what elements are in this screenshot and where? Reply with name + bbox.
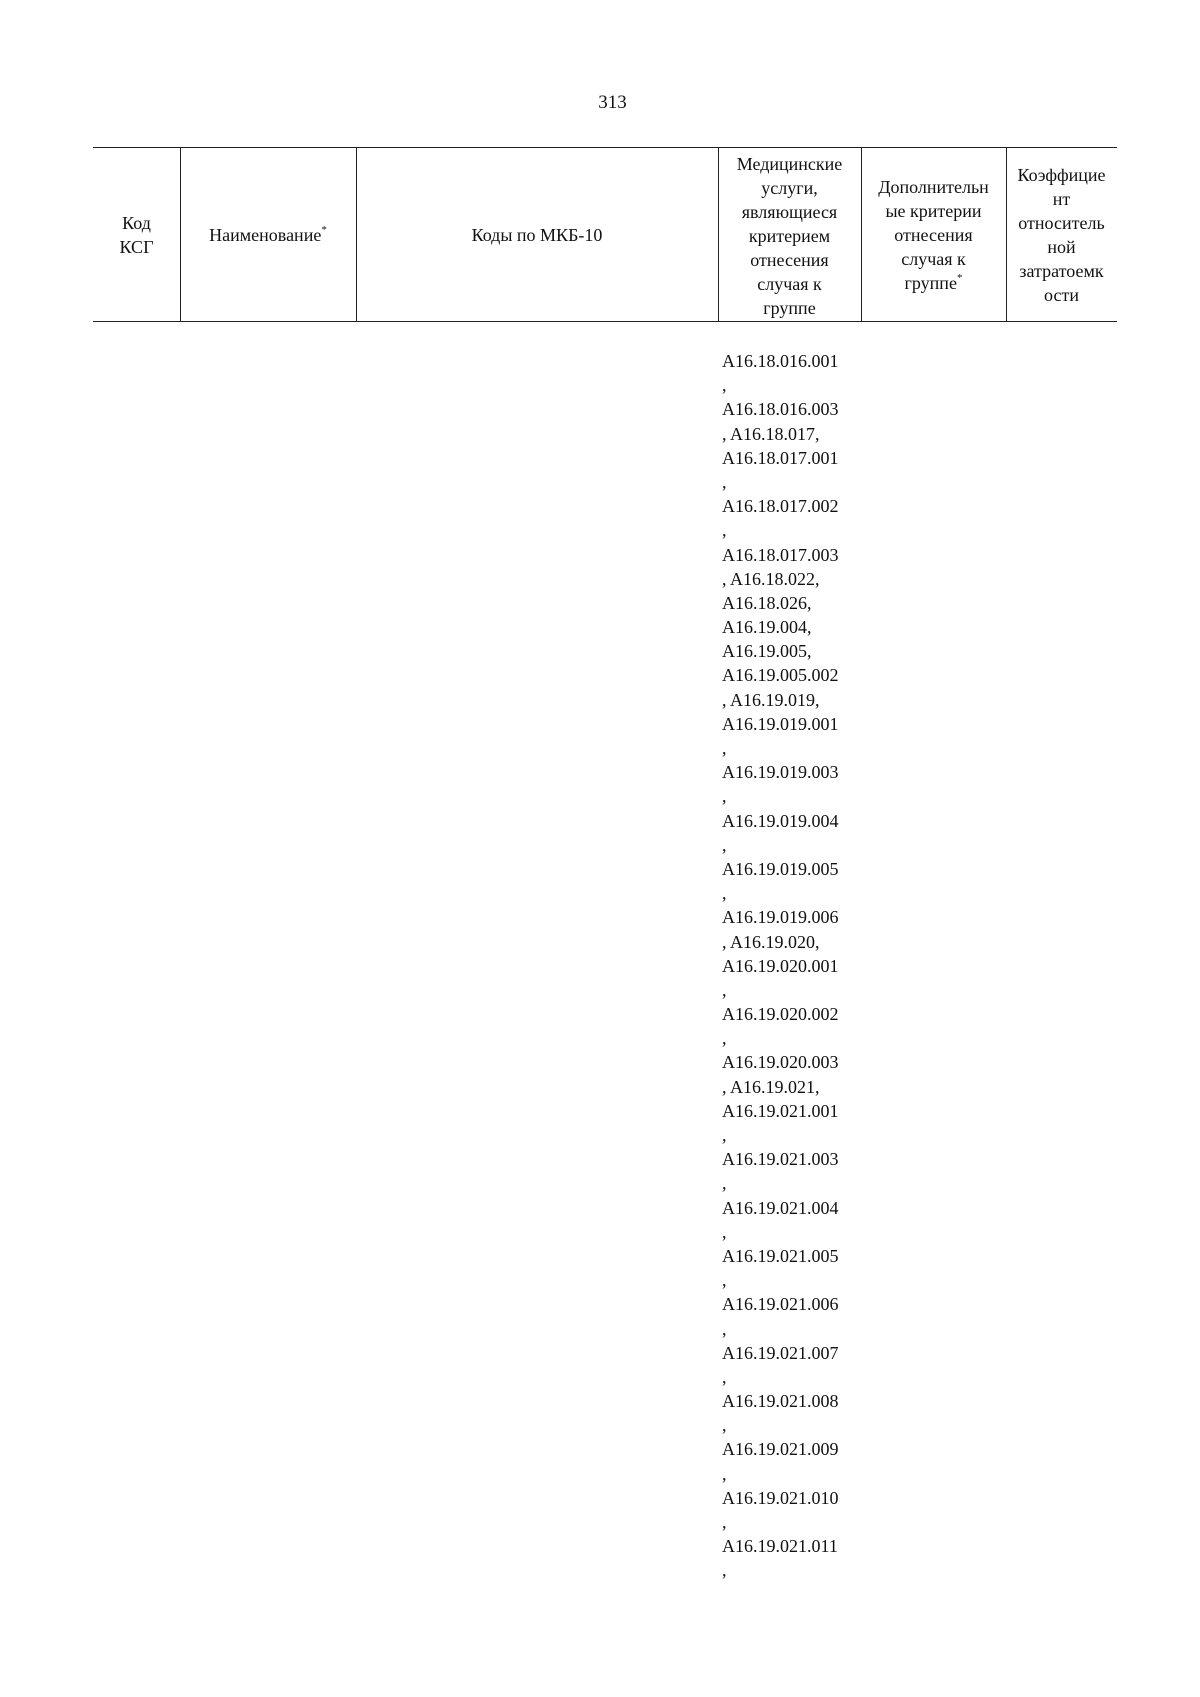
medical-services-codes (722, 349, 872, 1583)
service-code-line: A16.19.019.001 (722, 713, 839, 734)
service-code-line: , A16.18.022, (722, 568, 820, 589)
header-line: Коэффицие (1017, 164, 1106, 185)
header-line: ной (1047, 236, 1076, 257)
service-code-line: , (722, 375, 727, 396)
service-code-line: A16.19.021.008 (722, 1391, 839, 1412)
header-line: являющиеся (741, 202, 838, 222)
service-code-line: , (722, 786, 727, 807)
service-code-line: A16.18.016.003 (722, 399, 839, 420)
service-code-line: , A16.19.021, (722, 1076, 820, 1097)
header-line: случая к (757, 274, 822, 294)
service-code-line: , A16.18.017, (722, 423, 820, 444)
header-line: Медицинские (736, 154, 843, 174)
service-code-line: , (722, 1270, 727, 1291)
header-ksg-code (93, 148, 180, 321)
service-code-line: A16.18.017.001 (722, 447, 839, 468)
page-number: 313 (598, 92, 627, 113)
service-code-line: A16.19.021.001 (722, 1100, 839, 1121)
service-code-line: , (722, 1560, 727, 1581)
service-code-line: , (722, 1463, 727, 1484)
header-line: Дополнительн (878, 176, 989, 197)
header-line: отнесения (894, 224, 973, 245)
service-code-line: A16.19.019.006 (722, 907, 839, 928)
service-code-line: A16.19.020.002 (722, 1004, 839, 1025)
header-line: КСГ (119, 236, 154, 257)
service-code-line: A16.19.005, (722, 641, 812, 662)
service-code-line: , (722, 1512, 727, 1532)
header-additional-criteria (861, 148, 1006, 321)
header-name (180, 148, 356, 321)
service-code-line: , (722, 834, 727, 855)
footnote-mark: * (956, 271, 963, 284)
service-code-line: A16.19.021.011 (722, 1536, 838, 1557)
service-code-line: , (722, 1125, 727, 1145)
service-code-line: , A16.19.020, (722, 931, 820, 952)
service-code-line: , (722, 471, 727, 492)
header-text: Коды по МКБ-10 (471, 224, 603, 245)
service-code-line: A16.19.019.003 (722, 762, 839, 783)
header-line: ости (1044, 284, 1079, 305)
service-code-line: A16.19.021.007 (722, 1342, 839, 1363)
service-code-line: , (722, 1415, 727, 1436)
service-code-line: A16.19.020.003 (722, 1052, 839, 1073)
service-code-line: A16.18.017.002 (722, 496, 839, 517)
service-code-line: A16.19.005.002 (722, 665, 839, 686)
header-line: нт (1052, 188, 1071, 209)
service-code-line: , (722, 1318, 727, 1339)
service-code-line: A16.19.021.003 (722, 1149, 839, 1170)
service-code-line: , (722, 738, 727, 758)
header-line: критерием (748, 226, 831, 246)
service-code-line: A16.19.019.005 (722, 858, 839, 879)
service-code-line: , (722, 520, 727, 541)
service-code-line: A16.19.021.004 (722, 1197, 839, 1218)
service-code-line: A16.19.021.009 (722, 1439, 839, 1460)
service-code-line: , (722, 883, 727, 904)
header-line: случая к (901, 248, 966, 269)
service-code-line: A16.18.016.001 (722, 351, 839, 371)
header-line: услуги, (761, 178, 818, 198)
header-line: ые критерии (885, 200, 982, 221)
service-code-line: , (722, 1173, 727, 1194)
service-code-line: , (722, 1366, 727, 1387)
service-code-line: , (722, 979, 727, 1000)
header-line: затратоемк (1019, 260, 1104, 281)
service-code-line: , (722, 1221, 727, 1242)
service-code-line: A16.18.017.003 (722, 544, 839, 565)
table-header (93, 147, 1117, 322)
footnote-mark: * (321, 223, 327, 236)
header-cost-coefficient (1006, 148, 1117, 321)
service-code-line: A16.19.019.004 (722, 810, 839, 831)
header-line: группе (904, 272, 957, 293)
service-code-line: A16.19.021.005 (722, 1245, 839, 1266)
header-line: Код (122, 212, 151, 233)
header-text: Наименование (209, 224, 322, 245)
service-code-line: A16.19.021.006 (722, 1294, 839, 1315)
service-code-line: A16.19.021.010 (722, 1487, 839, 1508)
service-code-line: , (722, 1028, 727, 1049)
service-code-line: A16.19.004, (722, 617, 812, 638)
service-code-line: A16.18.026, (722, 592, 812, 613)
header-medical-services (718, 148, 861, 321)
service-code-line: , A16.19.019, (722, 689, 820, 710)
header-line: группе (763, 298, 816, 318)
header-line: отнесения (750, 250, 829, 270)
header-line: относитель (1018, 212, 1105, 233)
service-code-line: A16.19.020.001 (722, 955, 839, 976)
header-icd10-codes (356, 148, 718, 321)
